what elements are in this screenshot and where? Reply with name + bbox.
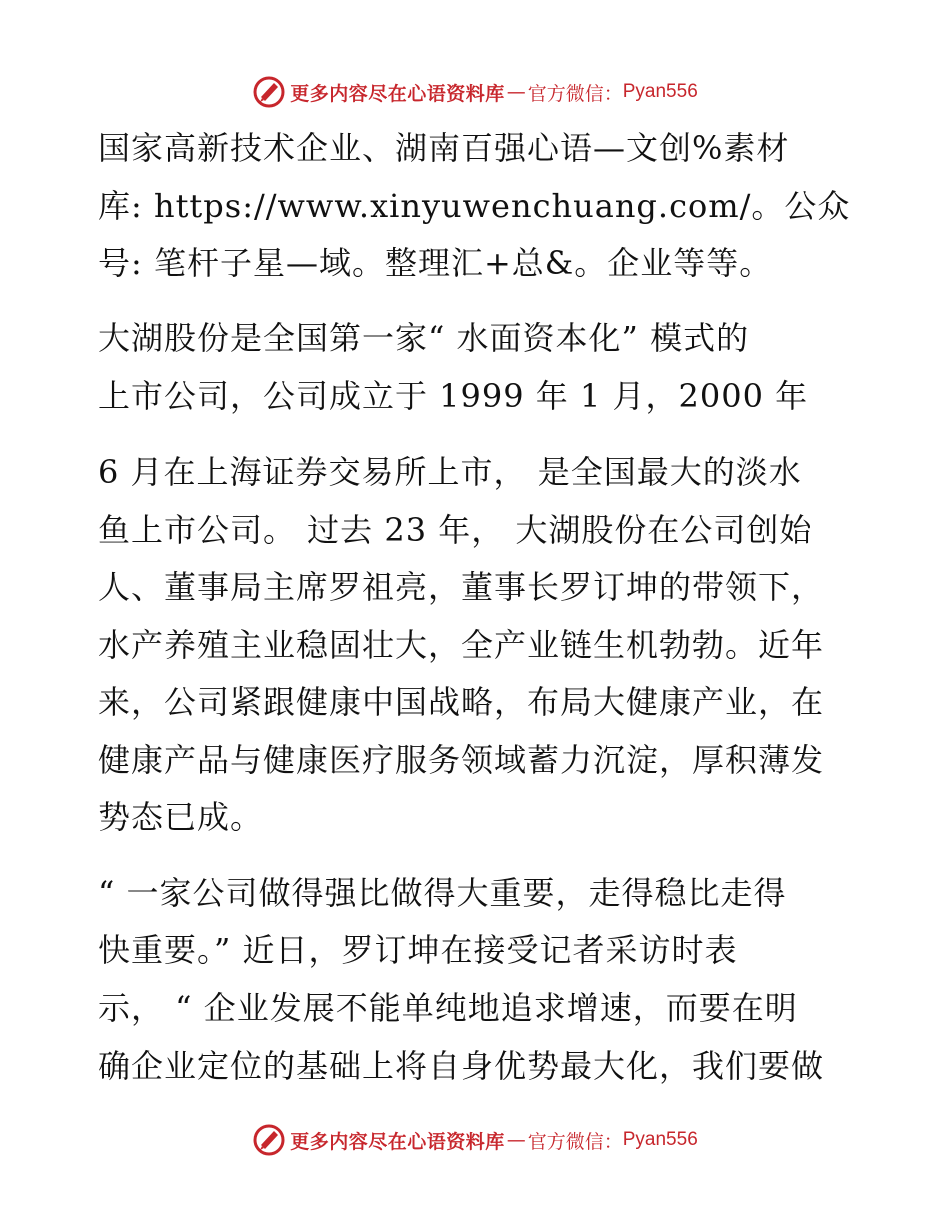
- paragraph-3-line-1: “ 一家公司做得强比做得大重要，走得稳比走得: [98, 874, 787, 912]
- banner-separator: —: [506, 81, 526, 103]
- paragraph-1-line-2: 库: https://www.xinyuwenchuang.com/。公众: [98, 187, 851, 225]
- paragraph-3-line-4: 确企业定位的基础上将自身优势最大化，我们要做: [98, 1047, 825, 1085]
- banner-text: 更多内容尽在心语资料库: [290, 1130, 505, 1153]
- paragraph-2-line-9: 势态已成。: [98, 798, 264, 836]
- paragraph-3-line-3: 示， “ 企业发展不能单纯地追求增速，而要在明: [98, 989, 798, 1027]
- paragraph-2-line-4: 鱼上市公司。 过去 23 年， 大湖股份在公司创始: [98, 511, 813, 549]
- banner-official-label: 官方微信：: [527, 82, 623, 105]
- paragraph-2-line-1: 大湖股份是全国第一家“ 水面资本化” 模式的: [98, 319, 750, 357]
- banner-official-label: 官方微信：: [527, 1130, 623, 1153]
- paragraph-2-line-7: 来，公司紧跟健康中国战略，布局大健康产业，在: [98, 683, 825, 721]
- banner-text: 更多内容尽在心语资料库: [290, 82, 505, 105]
- footer-watermark-banner: [0, 1120, 950, 1160]
- paragraph-1-line-3: 号: 笔杆子星—域。整理汇+总&。企业等等。: [98, 244, 773, 282]
- paragraph-2-line-8: 健康产品与健康医疗服务领域蓄力沉淀，厚积薄发: [98, 741, 825, 779]
- logo-icon: [252, 1123, 286, 1157]
- paragraph-2-line-5: 人、董事局主席罗祖亮，董事长罗订坤的带领下，: [98, 568, 825, 606]
- paragraph-3-line-2: 快重要。” 近日，罗订坤在接受记者采访时表: [98, 931, 738, 969]
- paragraph-2-line-2: 上市公司，公司成立于 1999 年 1 月，2000 年: [98, 377, 809, 415]
- paragraph-1-line-1: 国家高新技术企业、湖南百强心语—文创%素材: [98, 129, 790, 167]
- banner-wechat-id: Pyan556: [622, 1129, 698, 1150]
- paragraph-2-line-6: 水产养殖主业稳固壮大，全产业链生机勃勃。近年: [98, 626, 825, 664]
- paragraph-2-line-3: 6 月在上海证券交易所上市， 是全国最大的淡水: [98, 453, 802, 491]
- banner-wechat-id: Pyan556: [622, 81, 698, 102]
- banner-separator: —: [506, 1129, 526, 1151]
